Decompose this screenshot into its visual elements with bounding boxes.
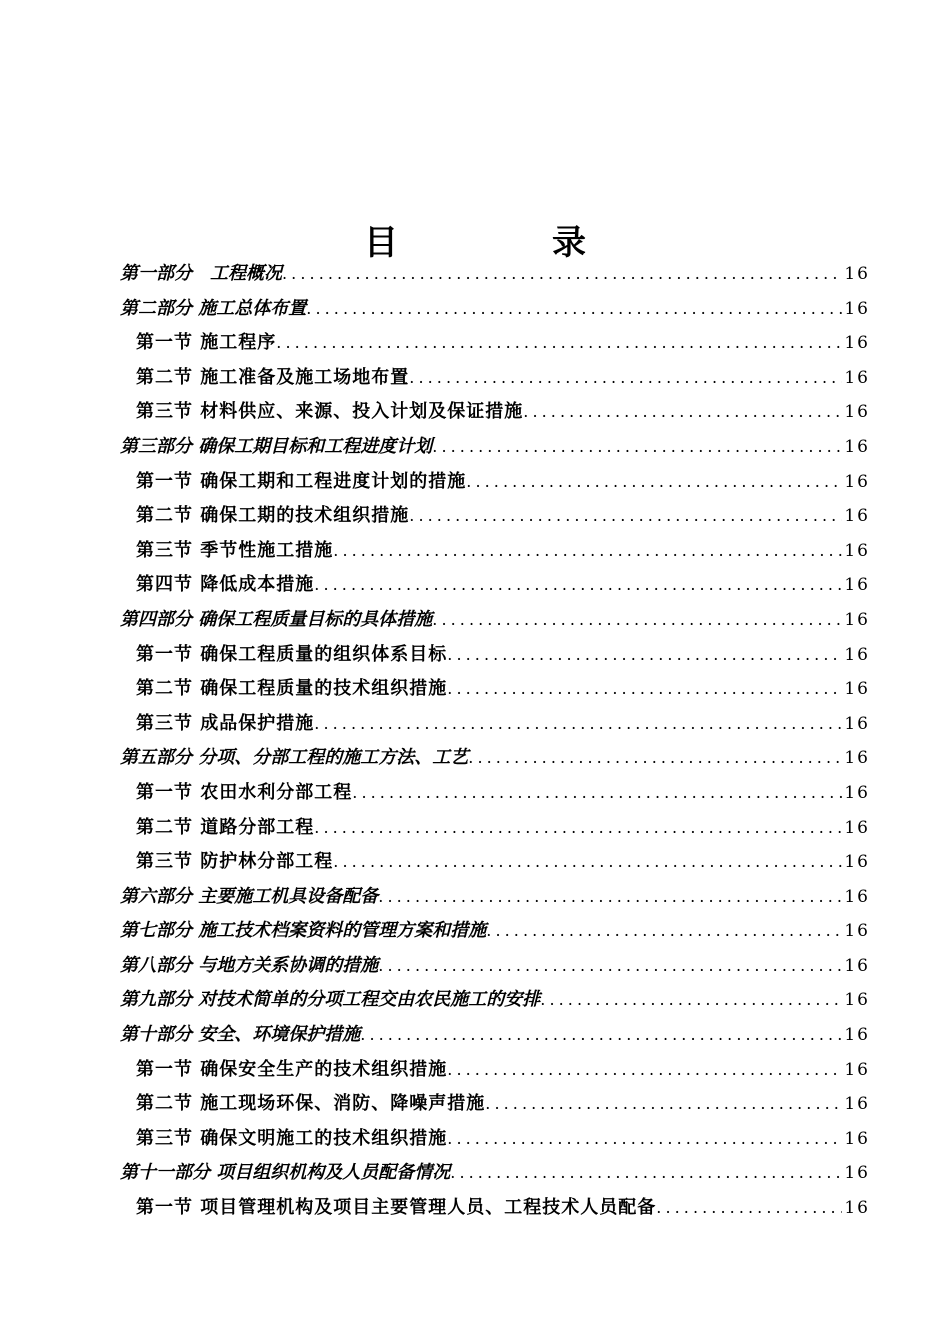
toc-leader-dots xyxy=(486,914,842,949)
toc-entry[interactable] xyxy=(120,672,870,707)
toc-entry[interactable] xyxy=(120,292,870,327)
toc-page-number: 16 xyxy=(844,402,870,423)
toc-entry[interactable] xyxy=(120,1018,870,1053)
toc-leader-dots xyxy=(432,603,842,638)
toc-leader-dots xyxy=(306,292,842,327)
toc-entry-label: 第十部分 安全、环境保护措施 xyxy=(120,1024,361,1046)
toc-entry[interactable] xyxy=(120,845,870,880)
toc-leader-dots xyxy=(447,672,842,707)
toc-page-number: 16 xyxy=(844,748,870,769)
toc-leader-dots xyxy=(314,707,842,742)
toc-page-number: 16 xyxy=(844,471,870,492)
toc-entry[interactable] xyxy=(120,741,870,776)
toc-page-number: 16 xyxy=(844,609,870,630)
toc-page-number: 16 xyxy=(844,782,870,803)
toc-leader-dots xyxy=(432,430,842,465)
toc-leader-dots xyxy=(378,880,842,915)
toc-entry-label: 第一节 确保安全生产的技术组织措施 xyxy=(136,1058,448,1080)
table-of-contents xyxy=(120,257,870,1226)
toc-page-number: 16 xyxy=(844,436,870,457)
toc-leader-dots xyxy=(333,845,842,880)
toc-title: 目 录 xyxy=(364,222,646,263)
toc-leader-dots xyxy=(523,395,842,430)
toc-leader-dots xyxy=(540,983,842,1018)
toc-leader-dots xyxy=(276,326,842,361)
toc-leader-dots xyxy=(468,741,842,776)
toc-page-number: 16 xyxy=(844,921,870,942)
toc-entry-label: 第三节 确保文明施工的技术组织措施 xyxy=(136,1127,448,1149)
toc-leader-dots xyxy=(314,568,842,603)
toc-leader-dots xyxy=(378,949,842,984)
toc-page-number: 16 xyxy=(844,1059,870,1080)
toc-entry[interactable] xyxy=(120,1053,870,1088)
toc-entry[interactable] xyxy=(120,638,870,673)
toc-entry-label: 第九部分 对技术简单的分项工程交由农民施工的安排 xyxy=(120,989,541,1011)
toc-entry[interactable] xyxy=(120,1087,870,1122)
toc-page-number: 16 xyxy=(844,955,870,976)
toc-entry-label: 第七部分 施工技术档案资料的管理方案和措施 xyxy=(120,920,487,942)
toc-entry-label: 第一节 项目管理机构及项目主要管理人员、工程技术人员配备 xyxy=(136,1197,657,1219)
toc-leader-dots xyxy=(314,811,842,846)
toc-entry[interactable] xyxy=(120,1122,870,1157)
toc-page-number: 16 xyxy=(844,886,870,907)
toc-entry[interactable] xyxy=(120,603,870,638)
toc-leader-dots xyxy=(360,1018,842,1053)
toc-leader-dots xyxy=(409,361,842,396)
toc-leader-dots xyxy=(333,534,842,569)
toc-leader-dots xyxy=(447,638,842,673)
toc-entry-label: 第二节 施工现场环保、消防、降噪声措施 xyxy=(136,1093,486,1115)
toc-page-number: 16 xyxy=(844,713,870,734)
toc-page-number: 16 xyxy=(844,852,870,873)
toc-entry-label: 第三节 防护林分部工程 xyxy=(136,851,334,873)
toc-entry[interactable] xyxy=(120,499,870,534)
toc-leader-dots xyxy=(352,776,842,811)
toc-entry-label: 第一节 施工程序 xyxy=(136,332,277,354)
toc-page-number: 16 xyxy=(844,679,870,700)
toc-entry-label: 第四节 降低成本措施 xyxy=(136,574,315,596)
toc-entry-label: 第二节 确保工期的技术组织措施 xyxy=(136,505,410,527)
toc-entry-label: 第一部分 工程概况 xyxy=(120,263,282,284)
toc-leader-dots xyxy=(656,1191,842,1226)
toc-entry-label: 第二节 施工准备及施工场地布置 xyxy=(136,366,410,388)
toc-entry[interactable] xyxy=(120,430,870,465)
toc-entry-label: 第三节 材料供应、来源、投入计划及保证措施 xyxy=(136,401,524,423)
toc-entry-label: 第三节 季节性施工措施 xyxy=(136,539,334,561)
toc-page-number: 16 xyxy=(844,817,870,838)
toc-entry-label: 第三部分 确保工期目标和工程进度计划 xyxy=(120,435,433,457)
toc-page-number: 16 xyxy=(844,644,870,665)
toc-page-number: 16 xyxy=(844,506,870,527)
toc-entry[interactable] xyxy=(120,257,870,292)
toc-page-number: 16 xyxy=(844,575,870,596)
toc-entry-label: 第二部分 施工总体布置 xyxy=(120,297,307,319)
toc-entry-label: 第八部分 与地方关系协调的措施 xyxy=(120,954,379,976)
toc-leader-dots xyxy=(485,1087,842,1122)
toc-entry[interactable] xyxy=(120,326,870,361)
toc-leader-dots xyxy=(447,1053,842,1088)
toc-entry[interactable] xyxy=(120,361,870,396)
toc-page-number: 16 xyxy=(844,298,870,319)
toc-page-number: 16 xyxy=(844,1163,870,1184)
toc-entry[interactable] xyxy=(120,811,870,846)
toc-entry[interactable] xyxy=(120,776,870,811)
toc-entry[interactable] xyxy=(120,395,870,430)
toc-page-number: 16 xyxy=(844,990,870,1011)
toc-page-number: 16 xyxy=(844,333,870,354)
toc-entry[interactable] xyxy=(120,534,870,569)
toc-entry[interactable] xyxy=(120,1191,870,1226)
toc-page-number: 16 xyxy=(844,1025,870,1046)
toc-page-number: 16 xyxy=(844,367,870,388)
toc-page-number: 16 xyxy=(844,1094,870,1115)
toc-entry[interactable] xyxy=(120,707,870,742)
toc-entry[interactable] xyxy=(120,880,870,915)
toc-entry-label: 第一节 确保工期和工程进度计划的措施 xyxy=(136,470,467,492)
toc-page-number: 16 xyxy=(844,1198,870,1219)
toc-leader-dots xyxy=(447,1122,842,1157)
toc-leader-dots xyxy=(282,257,842,292)
toc-page-number: 16 xyxy=(844,540,870,561)
toc-entry[interactable] xyxy=(120,465,870,500)
toc-entry-label: 第六部分 主要施工机具设备配备 xyxy=(120,885,379,907)
toc-entry[interactable] xyxy=(120,1156,870,1191)
toc-leader-dots xyxy=(450,1156,842,1191)
toc-entry[interactable] xyxy=(120,568,870,603)
toc-entry-label: 第三节 成品保护措施 xyxy=(136,712,315,734)
toc-entry-label: 第二节 道路分部工程 xyxy=(136,816,315,838)
toc-leader-dots xyxy=(409,499,842,534)
toc-entry-label: 第四部分 确保工程质量目标的具体措施 xyxy=(120,608,433,630)
toc-entry[interactable] xyxy=(120,949,870,984)
toc-entry-label: 第五部分 分项、分部工程的施工方法、工艺 xyxy=(120,747,469,769)
toc-page-number: 16 xyxy=(844,264,870,284)
toc-entry-label: 第十一部分 项目组织机构及人员配备情况 xyxy=(120,1162,451,1184)
toc-entry-label: 第一节 农田水利分部工程 xyxy=(136,781,353,803)
toc-entry[interactable] xyxy=(120,914,870,949)
toc-entry[interactable] xyxy=(120,983,870,1018)
toc-entry-label: 第一节 确保工程质量的组织体系目标 xyxy=(136,643,448,665)
toc-leader-dots xyxy=(466,465,842,500)
toc-page-number: 16 xyxy=(844,1128,870,1149)
toc-entry-label: 第二节 确保工程质量的技术组织措施 xyxy=(136,678,448,700)
